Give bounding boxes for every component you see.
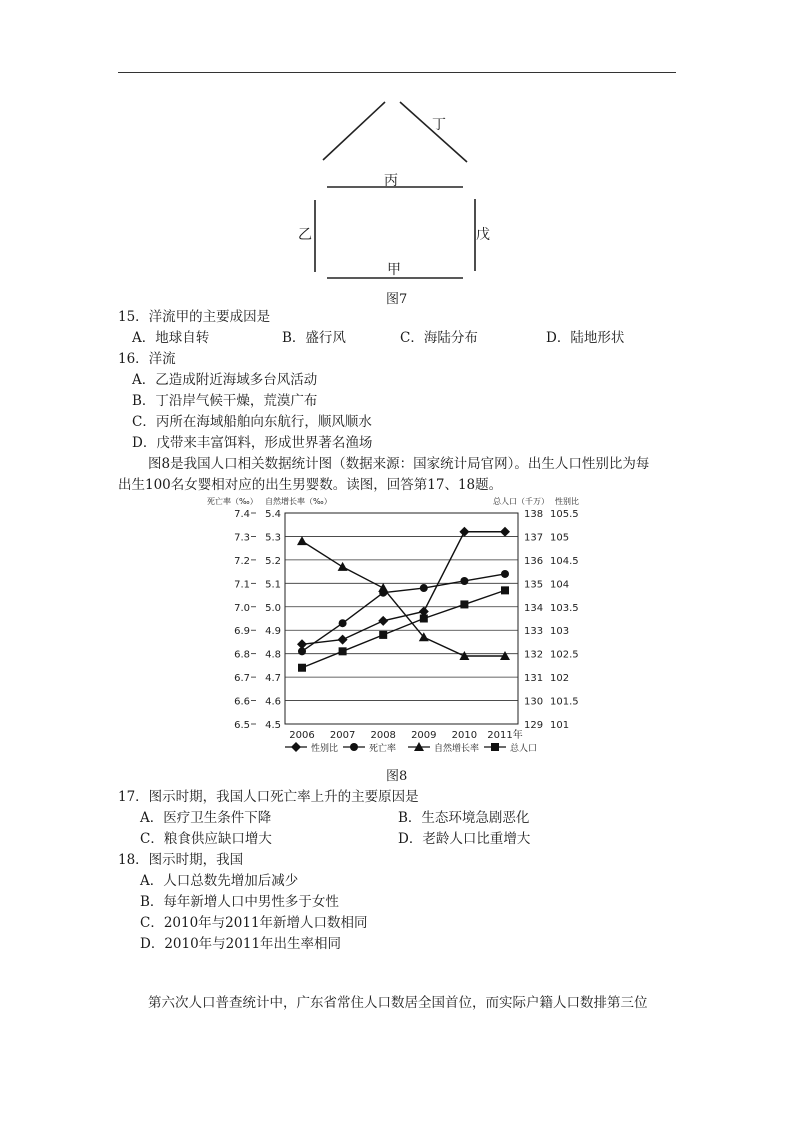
axis-label-death-rate: 死亡率（‰） [207, 497, 258, 506]
tick-label-sex-ratio: 102.5 [550, 649, 579, 661]
natural-growth-point [378, 583, 388, 592]
x-tick-label: 2008 [370, 730, 396, 741]
tick-label-death-rate: 6.6 [234, 696, 250, 708]
tick-label-population: 129 [524, 720, 544, 731]
tick-label-death-rate: 6.5 [234, 720, 250, 731]
q18-stem: 18．图示时期，我国 [118, 852, 244, 868]
plot-frame [285, 513, 518, 724]
q16-stem: 16．洋流 [118, 351, 176, 367]
tick-label-natural-growth: 4.5 [265, 720, 281, 731]
tick-label-sex-ratio: 103 [550, 626, 570, 638]
death-rate-point [339, 619, 347, 627]
q15-option-d: D．陆地形状 [546, 330, 625, 346]
q15-option-a: A．地球自转 [132, 330, 210, 346]
natural-growth-point [338, 562, 348, 571]
intro-line-2: 出生100名女婴相对应的出生男婴数。读图，回答第17、18题。 [118, 477, 503, 493]
sex-ratio-point [338, 635, 348, 645]
label-ding: 丁 [432, 117, 446, 133]
q18-option-a: A．人口总数先增加后减少 [140, 873, 299, 889]
tick-label-natural-growth: 4.7 [265, 673, 281, 685]
label-wu: 戊 [476, 227, 490, 243]
axis-label-natural-growth: 自然增长率（‰） [265, 497, 332, 506]
population-point [298, 664, 306, 672]
tick-label-population: 132 [524, 649, 544, 661]
population-point [491, 743, 499, 751]
q18-option-d: D．2010年与2011年出生率相同 [140, 936, 342, 952]
tick-label-death-rate: 7.2 [234, 555, 250, 567]
population-point [501, 586, 509, 594]
legend-label: 总人口 [510, 744, 538, 754]
q16-option-b: B．丁沿岸气候干燥，荒漠广布 [132, 393, 318, 409]
natural-growth-line [302, 541, 505, 656]
q18-option-b: B．每年新增人口中男性多于女性 [140, 894, 339, 910]
tick-label-natural-growth: 4.6 [265, 696, 281, 708]
death-rate-point [350, 743, 358, 751]
tick-label-sex-ratio: 103.5 [550, 602, 579, 614]
q16-option-a: A．乙造成附近海域多台风活动 [132, 372, 318, 388]
tick-label-natural-growth: 5.2 [265, 555, 281, 567]
roof-left-line [323, 102, 385, 160]
q16-option-d: D．戊带来丰富饵料，形成世界著名渔场 [132, 435, 373, 451]
q15-stem: 15．洋流甲的主要成因是 [118, 309, 271, 325]
axis-label-sex-ratio: 性别比 [555, 497, 579, 506]
population-point [460, 600, 468, 608]
death-rate-point [501, 570, 509, 578]
death-rate-point [460, 577, 468, 585]
tick-label-population: 134 [524, 602, 544, 614]
intro-line-1: 图8是我国人口相关数据统计图（数据来源：国家统计局官网）。出生人口性别比为每 [148, 456, 650, 472]
tick-label-population: 131 [524, 673, 544, 685]
sex-ratio-point [500, 527, 510, 537]
tick-label-death-rate: 7.1 [234, 579, 250, 591]
label-yi: 乙 [298, 227, 312, 243]
tick-label-population: 135 [524, 579, 544, 591]
tick-label-death-rate: 7.3 [234, 532, 250, 544]
tick-label-natural-growth: 4.8 [265, 649, 281, 661]
tick-label-sex-ratio: 104 [550, 579, 570, 591]
tick-label-natural-growth: 4.9 [265, 626, 281, 638]
tick-label-population: 133 [524, 626, 544, 638]
population-point [379, 631, 387, 639]
tick-label-sex-ratio: 102 [550, 673, 570, 685]
tick-label-death-rate: 7.0 [234, 602, 250, 614]
tick-label-sex-ratio: 105.5 [550, 509, 579, 520]
x-tick-label: 2006 [289, 730, 315, 741]
x-tick-label: 2010 [451, 730, 478, 741]
footer-text: 第六次人口普查统计中，广东省常住人口数居全国首位，而实际户籍人口数排第三位 [148, 995, 648, 1011]
q17-option-b: B．生态环境急剧恶化 [398, 810, 530, 826]
tick-label-population: 130 [524, 696, 544, 708]
q17-option-c: C．粮食供应缺口增大 [140, 831, 272, 847]
tick-label-population: 136 [524, 555, 544, 567]
q16-option-c: C．丙所在海域船舶向东航行，顺风顺水 [132, 414, 372, 430]
death-rate-point [298, 647, 306, 655]
legend-label: 死亡率 [369, 744, 397, 754]
tick-label-death-rate: 6.7 [234, 673, 250, 685]
axis-label-population: 总人口（千万） [493, 497, 549, 506]
label-jia: 甲 [387, 262, 401, 278]
death-rate-point [420, 584, 428, 592]
legend-label: 性别比 [311, 744, 339, 754]
q18-option-c: C．2010年与2011年新增人口数相同 [140, 915, 368, 931]
tick-label-death-rate: 7.4 [234, 509, 250, 520]
legend-label: 自然增长率 [434, 744, 480, 754]
tick-label-sex-ratio: 101 [550, 720, 570, 731]
population-point [420, 615, 428, 623]
sex-ratio-point [291, 742, 301, 752]
tick-label-natural-growth: 5.3 [265, 532, 281, 544]
header-rule [118, 72, 676, 73]
sex-ratio-point [378, 616, 388, 626]
natural-growth-point [297, 536, 307, 545]
tick-label-natural-growth: 5.0 [265, 602, 281, 614]
q17-stem: 17．图示时期，我国人口死亡率上升的主要原因是 [118, 789, 419, 805]
tick-label-sex-ratio: 101.5 [550, 696, 579, 708]
x-tick-label: 2007 [329, 730, 356, 741]
x-tick-label: 2009 [411, 730, 437, 741]
q15-option-c: C．海陆分布 [400, 330, 478, 346]
label-bing: 丙 [384, 173, 398, 189]
q17-option-d: D．老龄人口比重增大 [398, 831, 531, 847]
tick-label-natural-growth: 5.1 [265, 579, 281, 591]
sex-ratio-point [459, 527, 469, 537]
tick-label-death-rate: 6.8 [234, 649, 250, 661]
population-point [339, 647, 347, 655]
tick-label-population: 138 [524, 509, 544, 520]
tick-label-sex-ratio: 104.5 [550, 555, 579, 567]
tick-label-natural-growth: 5.4 [265, 509, 281, 520]
figure-7-caption: 图7 [386, 292, 408, 307]
q17-option-a: A．医疗卫生条件下降 [140, 810, 272, 826]
x-tick-label: 2011年 [487, 730, 523, 741]
figure-8-chart [195, 493, 615, 763]
tick-label-population: 137 [524, 532, 544, 544]
tick-label-death-rate: 6.9 [234, 626, 250, 638]
tick-label-sex-ratio: 105 [550, 532, 570, 544]
figure-8-caption: 图8 [386, 769, 408, 784]
q15-option-b: B．盛行风 [282, 330, 346, 346]
